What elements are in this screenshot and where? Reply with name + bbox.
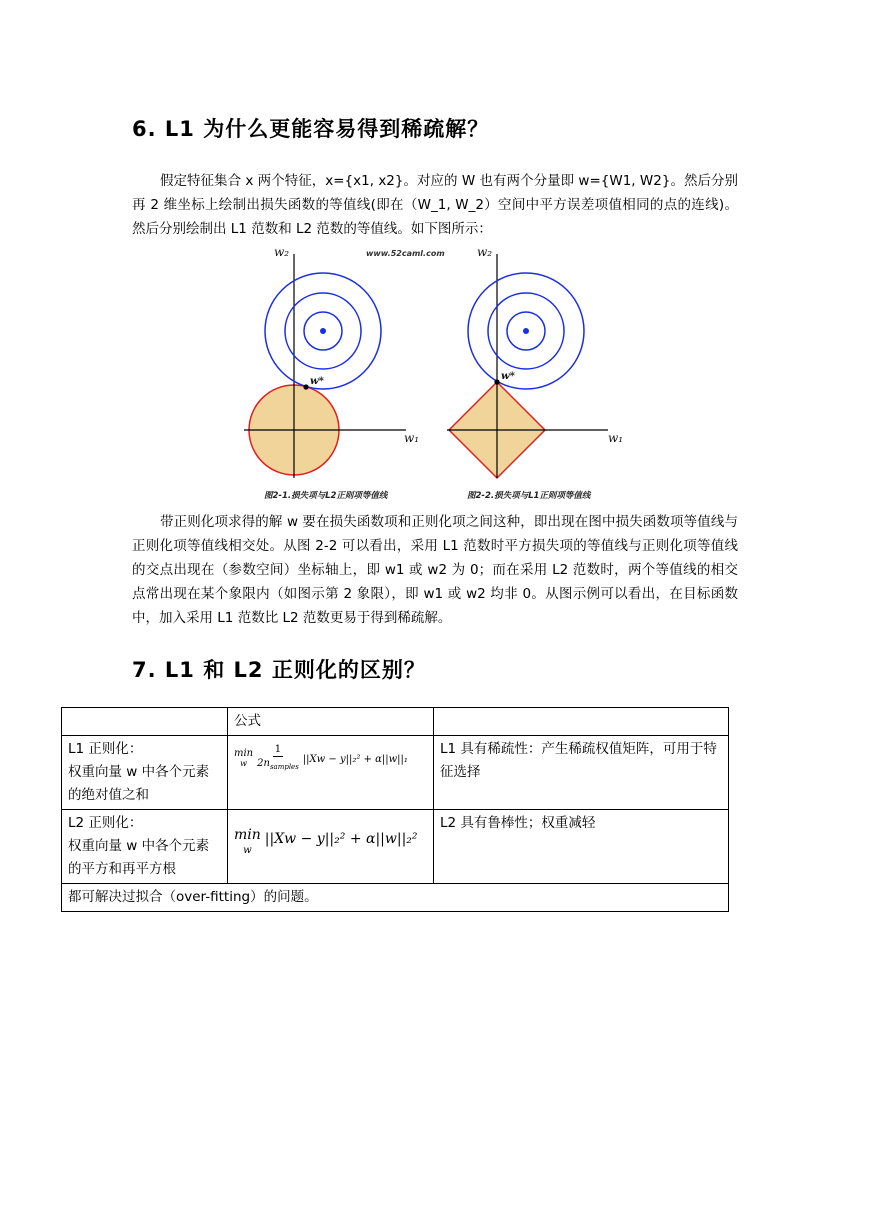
loss-minimum-point [523,328,529,334]
l1-name: L1 正则化： [68,741,143,757]
w-star-label: w* [501,371,515,382]
l1-l2-comparison-table [61,707,729,912]
l1-desc-line1: 权重向量 w 中各个元素 [68,764,210,780]
table-row-l1 [62,736,729,810]
min-operator: min w [234,748,254,768]
l1-note-cell: L1 具有稀疏性：产生稀疏权值矩阵，可用于特征选择 [434,736,729,810]
l1-description-cell [62,736,228,810]
l2-panel [244,245,419,501]
w-star-point [303,384,308,389]
watermark: www.52caml.com [366,249,445,258]
footer-cell: 都可解决过拟合（over-fitting）的问题。 [62,884,729,912]
l2-desc-line1: 权重向量 w 中各个元素 [68,838,210,854]
table-header-row [62,708,729,736]
axis-label-w1: w₁ [404,431,420,445]
figure-caption-2-1: 图2-1.损失项与L2正则项等值线 [264,491,388,501]
loss-minimum-point [320,328,326,334]
l2-note-cell: L2 具有鲁棒性；权重减轻 [434,810,729,884]
axis-label-w1: w₁ [608,431,624,445]
l2-name: L2 正则化： [68,815,143,831]
w-star-point [494,379,499,384]
section-6-heading: 6. L1 为什么更能容易得到稀疏解？ [132,117,490,141]
formula-body: ||Xw − y||₂² + α||w||₂² [264,831,418,847]
axis-label-w2: w₂ [477,245,493,259]
l2-desc-line2: 的平方和再平方根 [68,861,176,877]
header-cell-empty [62,708,228,736]
l1-panel [447,245,623,501]
formula-body: ||Xw − y||₂² + α||w||₁ [302,753,408,765]
l2-description-cell [62,810,228,884]
table-row-l2 [62,810,729,884]
l1-formula-cell [228,736,434,810]
l2-formula-cell [228,810,434,884]
section-7-heading: 7. L1 和 L2 正则化的区别？ [132,658,426,682]
contour-figure [236,240,646,505]
axis-label-w2: w₂ [274,245,290,259]
section-6-intro-paragraph: 假定特征集合 x 两个特征，x={x1, x2}。对应的 W 也有两个分量即 w={W1, W2}。然后分别再 2 维坐标上绘制出损失函数的等值线(即在（W_1, W_2）空间中平方误差项值相同的点的连线)。然后分别绘制出 L1 范数和 L2 范数的等值线。如下图所示： [132,173,738,237]
header-cell-notes [434,708,729,736]
figure-caption-2-2: 图2-2.损失项与L1正则项等值线 [467,491,591,501]
table-footer-row [62,884,729,912]
l1-desc-line2: 的绝对值之和 [68,787,149,803]
l2-formula [234,812,427,858]
min-operator: min w [234,827,261,856]
l1-formula [234,738,427,774]
header-cell-formula: 公式 [228,708,434,736]
section-6-explanation-paragraph: 带正则化项求得的解 w 要在损失函数项和正则化项之间这种，即出现在图中损失函数项等值线与正则化项等值线相交处。从图 2-2 可以看出，采用 L1 范数时平方损失项的等值线与正则化项等值线的交点出现在（参数空间）坐标轴上，即 w1 或 w2 为 0；而在采用 L2 范数时，两个等值线的相交点常出现在某个象限内（如图示第 2 象限），即 w1 或 w2 均非 0。从图示例可以看出，在目标函数中，加入采用 L1 范数比 L2 范数更易于得到稀疏解。 [132,514,738,626]
fraction: $\frac{1}{2n_{samples}}$ [257,744,299,771]
w-star-label: w* [310,376,324,387]
